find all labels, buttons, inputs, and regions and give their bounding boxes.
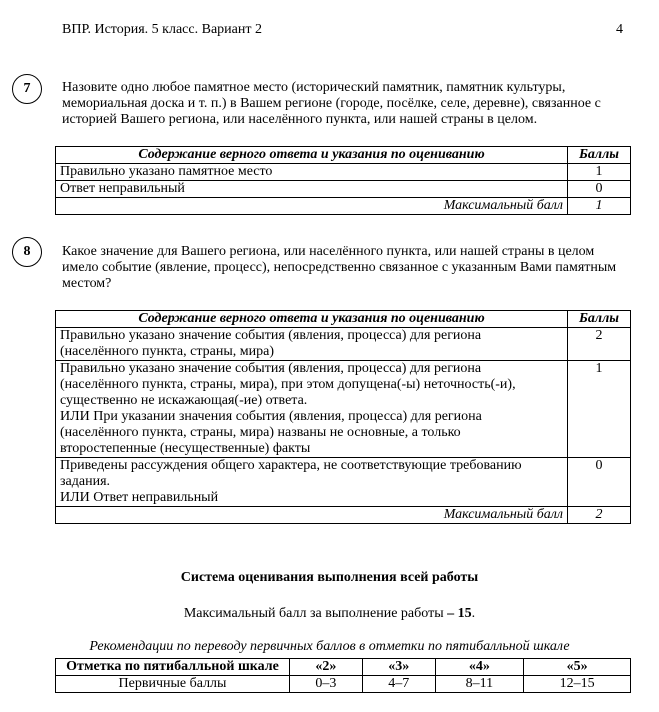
max-total-suffix: .	[471, 606, 476, 621]
criteria-score: 0	[568, 181, 631, 198]
question-8-number: 8	[12, 237, 42, 267]
question-8-text	[62, 244, 624, 292]
table-row	[56, 458, 631, 507]
criteria-line: существенно не искажающая(-ие) ответа.	[60, 393, 308, 408]
recommendation-caption: Рекомендации по переводу первичных баллов в отметки по пятибалльной шкале	[89, 639, 570, 654]
question-7-text	[62, 80, 624, 128]
grade-range: 12–15	[524, 676, 631, 693]
grade-range: 8–11	[435, 676, 524, 693]
criteria-score: 2	[568, 328, 631, 361]
grades-table	[55, 658, 631, 693]
table-row	[56, 328, 631, 361]
header-score: Баллы	[568, 311, 631, 328]
table-row	[56, 164, 631, 181]
criteria-text: Правильно указано памятное место	[56, 164, 568, 181]
page-header	[62, 22, 623, 38]
grades-header-row	[56, 659, 631, 676]
question-7-number: 7	[12, 74, 42, 104]
grade-range: 0–3	[290, 676, 363, 693]
max-score-row	[56, 507, 631, 524]
max-score-value: 1	[568, 198, 631, 215]
criteria-text	[56, 458, 568, 507]
criteria-line: (населённого пункта, страны, мира), при этом допущена(-ы) неточность(-и),	[60, 377, 516, 392]
criteria-line: Приведены рассуждения общего характера, не соответствующие требованию	[60, 458, 522, 473]
criteria-line: второстепенные (несущественные) факты	[60, 441, 311, 456]
criteria-score: 0	[568, 458, 631, 507]
criteria-line: (населённого пункта, страны, мира)	[60, 344, 274, 359]
criteria-text: Ответ неправильный	[56, 181, 568, 198]
table-row	[56, 361, 631, 458]
max-score-row	[56, 198, 631, 215]
grade-mark: «2»	[290, 659, 363, 676]
criteria-text	[56, 361, 568, 458]
max-score-label: Максимальный балл	[56, 507, 568, 524]
question-7-line: историей Вашего региона, или населённого пункта, или нашей страны в целом.	[62, 112, 538, 127]
grade-mark: «5»	[524, 659, 631, 676]
question-8-line: имело событие (явление, процесс), непосредственно связанное с указанным Вами памятным	[62, 260, 617, 275]
question-7-criteria-table	[55, 146, 631, 215]
criteria-line: Правильно указано значение события (явления, процесса) для региона	[60, 361, 482, 376]
grades-row-label: Первичные баллы	[56, 676, 290, 693]
header-content: Содержание верного ответа и указания по оцениванию	[56, 311, 568, 328]
table-header-row	[56, 311, 631, 328]
criteria-score: 1	[568, 361, 631, 458]
table-row	[56, 181, 631, 198]
criteria-line: задания.	[60, 474, 111, 489]
grade-mark: «4»	[435, 659, 524, 676]
criteria-text	[56, 328, 568, 361]
max-total-score	[0, 606, 659, 622]
max-score-label: Максимальный балл	[56, 198, 568, 215]
grade-mark: «3»	[362, 659, 435, 676]
max-total-value: – 15	[447, 606, 472, 621]
max-total-prefix: Максимальный балл за выполнение работы	[183, 606, 448, 621]
criteria-score: 1	[568, 164, 631, 181]
header-score: Баллы	[568, 147, 631, 164]
table-header-row	[56, 147, 631, 164]
question-7-line: мемориальная доска и т. п.) в Вашем регионе (городе, посёлке, селе, деревне), связанное с	[62, 96, 601, 111]
header-content: Содержание верного ответа и указания по оцениванию	[56, 147, 568, 164]
question-8-line: местом?	[62, 276, 112, 291]
page-number: 4	[616, 22, 623, 37]
max-score-value: 2	[568, 507, 631, 524]
question-8-line: Какое значение для Вашего региона, или населённого пункта, или нашей страны в целом	[62, 244, 595, 259]
criteria-line: (населённого пункта, страны, мира) названы не основные, а только	[60, 425, 461, 440]
criteria-line: Правильно указано значение события (явления, процесса) для региона	[60, 328, 482, 343]
grade-range: 4–7	[362, 676, 435, 693]
question-7-line: Назовите одно любое памятное место (исторический памятник, памятник культуры,	[62, 80, 566, 95]
question-8-criteria-table	[55, 310, 631, 524]
grades-header-label: Отметка по пятибалльной шкале	[56, 659, 290, 676]
criteria-line: ИЛИ Ответ неправильный	[60, 490, 219, 505]
grades-row	[56, 676, 631, 693]
criteria-line: ИЛИ При указании значения события (явления, процесса) для региона	[60, 409, 482, 424]
system-title: Система оценивания выполнения всей работы	[180, 570, 479, 585]
header-title: ВПР. История. 5 класс. Вариант 2	[62, 22, 262, 37]
